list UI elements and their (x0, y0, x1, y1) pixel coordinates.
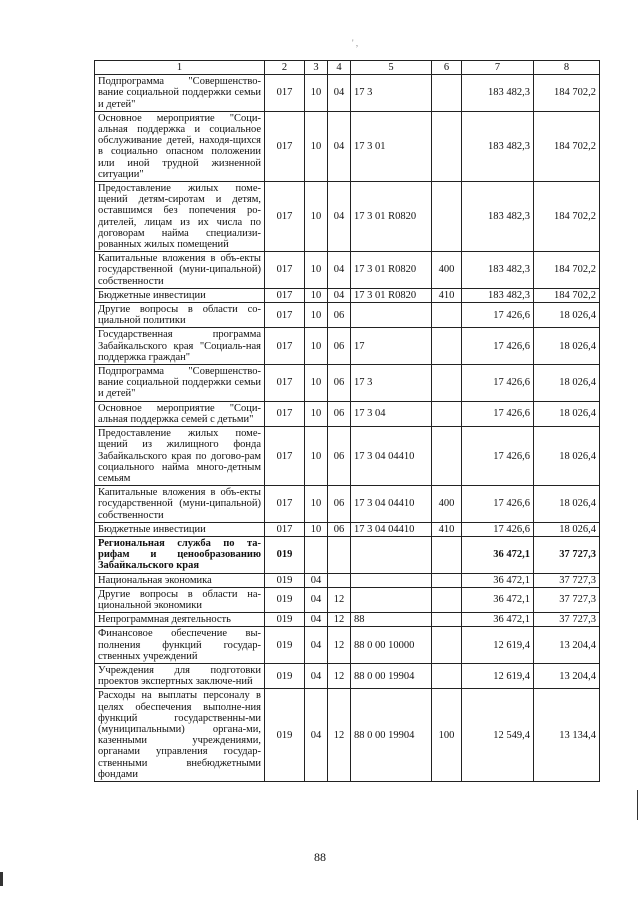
chapter-code: 017 (265, 252, 305, 289)
amount-year-2: 184 702,2 (534, 288, 600, 302)
table-row (95, 663, 600, 688)
column-header: 2 (265, 61, 305, 75)
amount-year-2: 18 026,4 (534, 522, 600, 536)
expense-type-code: 100 (432, 689, 462, 782)
amount-year-1: 17 426,6 (462, 401, 534, 426)
chapter-code: 017 (265, 288, 305, 302)
amount-year-2: 184 702,2 (534, 182, 600, 252)
expense-type-code (432, 627, 462, 664)
amount-year-1: 12 619,4 (462, 627, 534, 664)
header-row (95, 61, 600, 75)
table-row (95, 427, 600, 486)
amount-year-2: 37 727,3 (534, 573, 600, 587)
subsection-code: 12 (328, 627, 351, 664)
target-article-code: 17 (351, 328, 432, 365)
table-row (95, 75, 600, 112)
target-article-code (351, 536, 432, 573)
column-header: 4 (328, 61, 351, 75)
chapter-code: 017 (265, 401, 305, 426)
target-article-code: 17 3 01 R0820 (351, 252, 432, 289)
section-code: 04 (305, 627, 328, 664)
target-article-code: 17 3 (351, 365, 432, 402)
row-name: Капитальные вложения в объ-екты государственной (муни-ципальной) собственности (95, 252, 265, 289)
table-row (95, 522, 600, 536)
amount-year-1: 12 549,4 (462, 689, 534, 782)
amount-year-2: 13 204,4 (534, 663, 600, 688)
amount-year-2: 18 026,4 (534, 365, 600, 402)
amount-year-1: 17 426,6 (462, 365, 534, 402)
row-name: Предоставление жилых поме-щений детям-сиротам и детям, оставшимся без попечения ро-дителей, лицам из их числа по договорам найма специализи-рованных жилых помещений (95, 182, 265, 252)
amount-year-1: 17 426,6 (462, 328, 534, 365)
table-row (95, 689, 600, 782)
amount-year-1: 17 426,6 (462, 522, 534, 536)
amount-year-1: 17 426,6 (462, 486, 534, 523)
section-code: 04 (305, 689, 328, 782)
expense-type-code (432, 587, 462, 612)
subsection-code (328, 573, 351, 587)
amount-year-2: 37 727,3 (534, 613, 600, 627)
expense-type-code (432, 111, 462, 181)
column-header: 3 (305, 61, 328, 75)
amount-year-1: 36 472,1 (462, 536, 534, 573)
target-article-code: 88 0 00 10000 (351, 627, 432, 664)
amount-year-1: 36 472,1 (462, 587, 534, 612)
section-code: 10 (305, 75, 328, 112)
target-article-code: 17 3 04 (351, 401, 432, 426)
chapter-code: 017 (265, 111, 305, 181)
row-name: Основное мероприятие "Соци-альная поддержка и социальное обслуживание детей, находя-щихся в социально опасном положении или иной трудной жизненной ситуации" (95, 111, 265, 181)
amount-year-1: 12 619,4 (462, 663, 534, 688)
table-row (95, 328, 600, 365)
amount-year-2: 18 026,4 (534, 328, 600, 365)
section-code: 10 (305, 182, 328, 252)
chapter-code: 019 (265, 663, 305, 688)
amount-year-2: 184 702,2 (534, 111, 600, 181)
amount-year-1: 183 482,3 (462, 111, 534, 181)
table-row (95, 627, 600, 664)
section-code: 10 (305, 365, 328, 402)
amount-year-2: 37 727,3 (534, 536, 600, 573)
target-article-code: 17 3 01 R0820 (351, 288, 432, 302)
subsection-code: 06 (328, 303, 351, 328)
subsection-code: 04 (328, 75, 351, 112)
chapter-code: 017 (265, 182, 305, 252)
amount-year-2: 37 727,3 (534, 587, 600, 612)
chapter-code: 017 (265, 75, 305, 112)
target-article-code (351, 587, 432, 612)
subsection-code: 12 (328, 689, 351, 782)
section-code: 10 (305, 252, 328, 289)
section-code: 10 (305, 288, 328, 302)
target-article-code: 17 3 04 04410 (351, 486, 432, 523)
expense-type-code: 400 (432, 252, 462, 289)
section-code: 10 (305, 328, 328, 365)
subsection-code: 04 (328, 182, 351, 252)
table-row (95, 303, 600, 328)
subsection-code (328, 536, 351, 573)
section-code: 10 (305, 486, 328, 523)
amount-year-2: 18 026,4 (534, 401, 600, 426)
target-article-code (351, 573, 432, 587)
section-code: 04 (305, 573, 328, 587)
target-article-code (351, 303, 432, 328)
subsection-code: 12 (328, 663, 351, 688)
target-article-code: 17 3 04 04410 (351, 427, 432, 486)
amount-year-2: 18 026,4 (534, 427, 600, 486)
row-name: Государственная программа Забайкальского края "Социаль-ная поддержка граждан" (95, 328, 265, 365)
target-article-code: 17 3 04 04410 (351, 522, 432, 536)
table-row (95, 182, 600, 252)
amount-year-1: 36 472,1 (462, 573, 534, 587)
row-name: Бюджетные инвестиции (95, 522, 265, 536)
chapter-code: 019 (265, 573, 305, 587)
expense-type-code (432, 427, 462, 486)
amount-year-1: 36 472,1 (462, 613, 534, 627)
amount-year-1: 183 482,3 (462, 288, 534, 302)
amount-year-1: 17 426,6 (462, 303, 534, 328)
table-row (95, 365, 600, 402)
amount-year-2: 13 204,4 (534, 627, 600, 664)
table-row (95, 111, 600, 181)
row-name: Другие вопросы в области на-циональной экономики (95, 587, 265, 612)
chapter-code: 017 (265, 522, 305, 536)
expense-type-code (432, 182, 462, 252)
subsection-code: 06 (328, 365, 351, 402)
row-name: Бюджетные инвестиции (95, 288, 265, 302)
expense-type-code (432, 663, 462, 688)
section-code: 04 (305, 613, 328, 627)
table-row (95, 613, 600, 627)
column-header: 1 (95, 61, 265, 75)
subsection-code: 12 (328, 587, 351, 612)
subsection-code: 06 (328, 401, 351, 426)
page-number: 88 (314, 850, 326, 864)
amount-year-2: 18 026,4 (534, 486, 600, 523)
table-row (95, 288, 600, 302)
table-row (95, 587, 600, 612)
subsection-code: 04 (328, 252, 351, 289)
expense-type-code (432, 573, 462, 587)
section-code: 10 (305, 303, 328, 328)
expense-type-code (432, 613, 462, 627)
scan-edge-mark (0, 872, 3, 886)
section-code: 10 (305, 522, 328, 536)
section-code: 10 (305, 427, 328, 486)
expense-type-code (432, 328, 462, 365)
section-code: 04 (305, 587, 328, 612)
column-header: 8 (534, 61, 600, 75)
chapter-code: 017 (265, 427, 305, 486)
scan-marks: ' , (352, 38, 359, 48)
subsection-code: 12 (328, 613, 351, 627)
table-row (95, 536, 600, 573)
table-row (95, 573, 600, 587)
amount-year-2: 184 702,2 (534, 75, 600, 112)
chapter-code: 019 (265, 627, 305, 664)
column-header: 7 (462, 61, 534, 75)
amount-year-2: 13 134,4 (534, 689, 600, 782)
row-name: Капитальные вложения в объ-екты государственной (муни-ципальной) собственности (95, 486, 265, 523)
section-code: 10 (305, 111, 328, 181)
amount-year-1: 183 482,3 (462, 252, 534, 289)
row-name: Предоставление жилых поме-щений из жилищного фонда Забайкальского края по догово-рам социального найма много-детным семьям (95, 427, 265, 486)
amount-year-1: 183 482,3 (462, 75, 534, 112)
expense-type-code (432, 75, 462, 112)
target-article-code: 88 0 00 19904 (351, 663, 432, 688)
expense-type-code: 410 (432, 288, 462, 302)
row-name: Расходы на выплаты персоналу в целях обеспечения выполне-ния функций государственны-ми (муниципальными) органа-ми, казенными учреждениями, органами управления государ-ственными внебюджетными фондами (95, 689, 265, 782)
amount-year-2: 184 702,2 (534, 252, 600, 289)
target-article-code: 88 (351, 613, 432, 627)
chapter-code: 019 (265, 613, 305, 627)
chapter-code: 017 (265, 303, 305, 328)
expense-type-code (432, 303, 462, 328)
column-header: 5 (351, 61, 432, 75)
target-article-code: 17 3 01 R0820 (351, 182, 432, 252)
row-name: Региональная служба по та-рифам и ценообразованию Забайкальского края (95, 536, 265, 573)
row-name: Национальная экономика (95, 573, 265, 587)
scan-edge-mark (637, 790, 638, 820)
target-article-code: 88 0 00 19904 (351, 689, 432, 782)
expense-type-code (432, 401, 462, 426)
row-name: Учреждения для подготовки проектов экспертных заключе-ний (95, 663, 265, 688)
subsection-code: 04 (328, 111, 351, 181)
budget-table (94, 60, 600, 782)
amount-year-1: 17 426,6 (462, 427, 534, 486)
subsection-code: 06 (328, 522, 351, 536)
expense-type-code: 400 (432, 486, 462, 523)
chapter-code: 019 (265, 536, 305, 573)
row-name: Подпрограмма "Совершенство-вание социальной поддержки семьи и детей" (95, 365, 265, 402)
subsection-code: 06 (328, 328, 351, 365)
section-code: 10 (305, 401, 328, 426)
subsection-code: 06 (328, 427, 351, 486)
section-code (305, 536, 328, 573)
column-header: 6 (432, 61, 462, 75)
amount-year-2: 18 026,4 (534, 303, 600, 328)
chapter-code: 019 (265, 689, 305, 782)
row-name: Непрограммная деятельность (95, 613, 265, 627)
row-name: Другие вопросы в области со-циальной политики (95, 303, 265, 328)
row-name: Подпрограмма "Совершенство-вание социальной поддержки семьи и детей" (95, 75, 265, 112)
subsection-code: 04 (328, 288, 351, 302)
table-row (95, 486, 600, 523)
expense-type-code (432, 536, 462, 573)
chapter-code: 017 (265, 365, 305, 402)
expense-type-code: 410 (432, 522, 462, 536)
target-article-code: 17 3 01 (351, 111, 432, 181)
expense-type-code (432, 365, 462, 402)
target-article-code: 17 3 (351, 75, 432, 112)
table-row (95, 252, 600, 289)
chapter-code: 019 (265, 587, 305, 612)
row-name: Финансовое обеспечение вы-полнения функций государ-ственных учреждений (95, 627, 265, 664)
table-row (95, 401, 600, 426)
chapter-code: 017 (265, 486, 305, 523)
row-name: Основное мероприятие "Соци-альная поддержка семей с детьми" (95, 401, 265, 426)
chapter-code: 017 (265, 328, 305, 365)
section-code: 04 (305, 663, 328, 688)
subsection-code: 06 (328, 486, 351, 523)
amount-year-1: 183 482,3 (462, 182, 534, 252)
